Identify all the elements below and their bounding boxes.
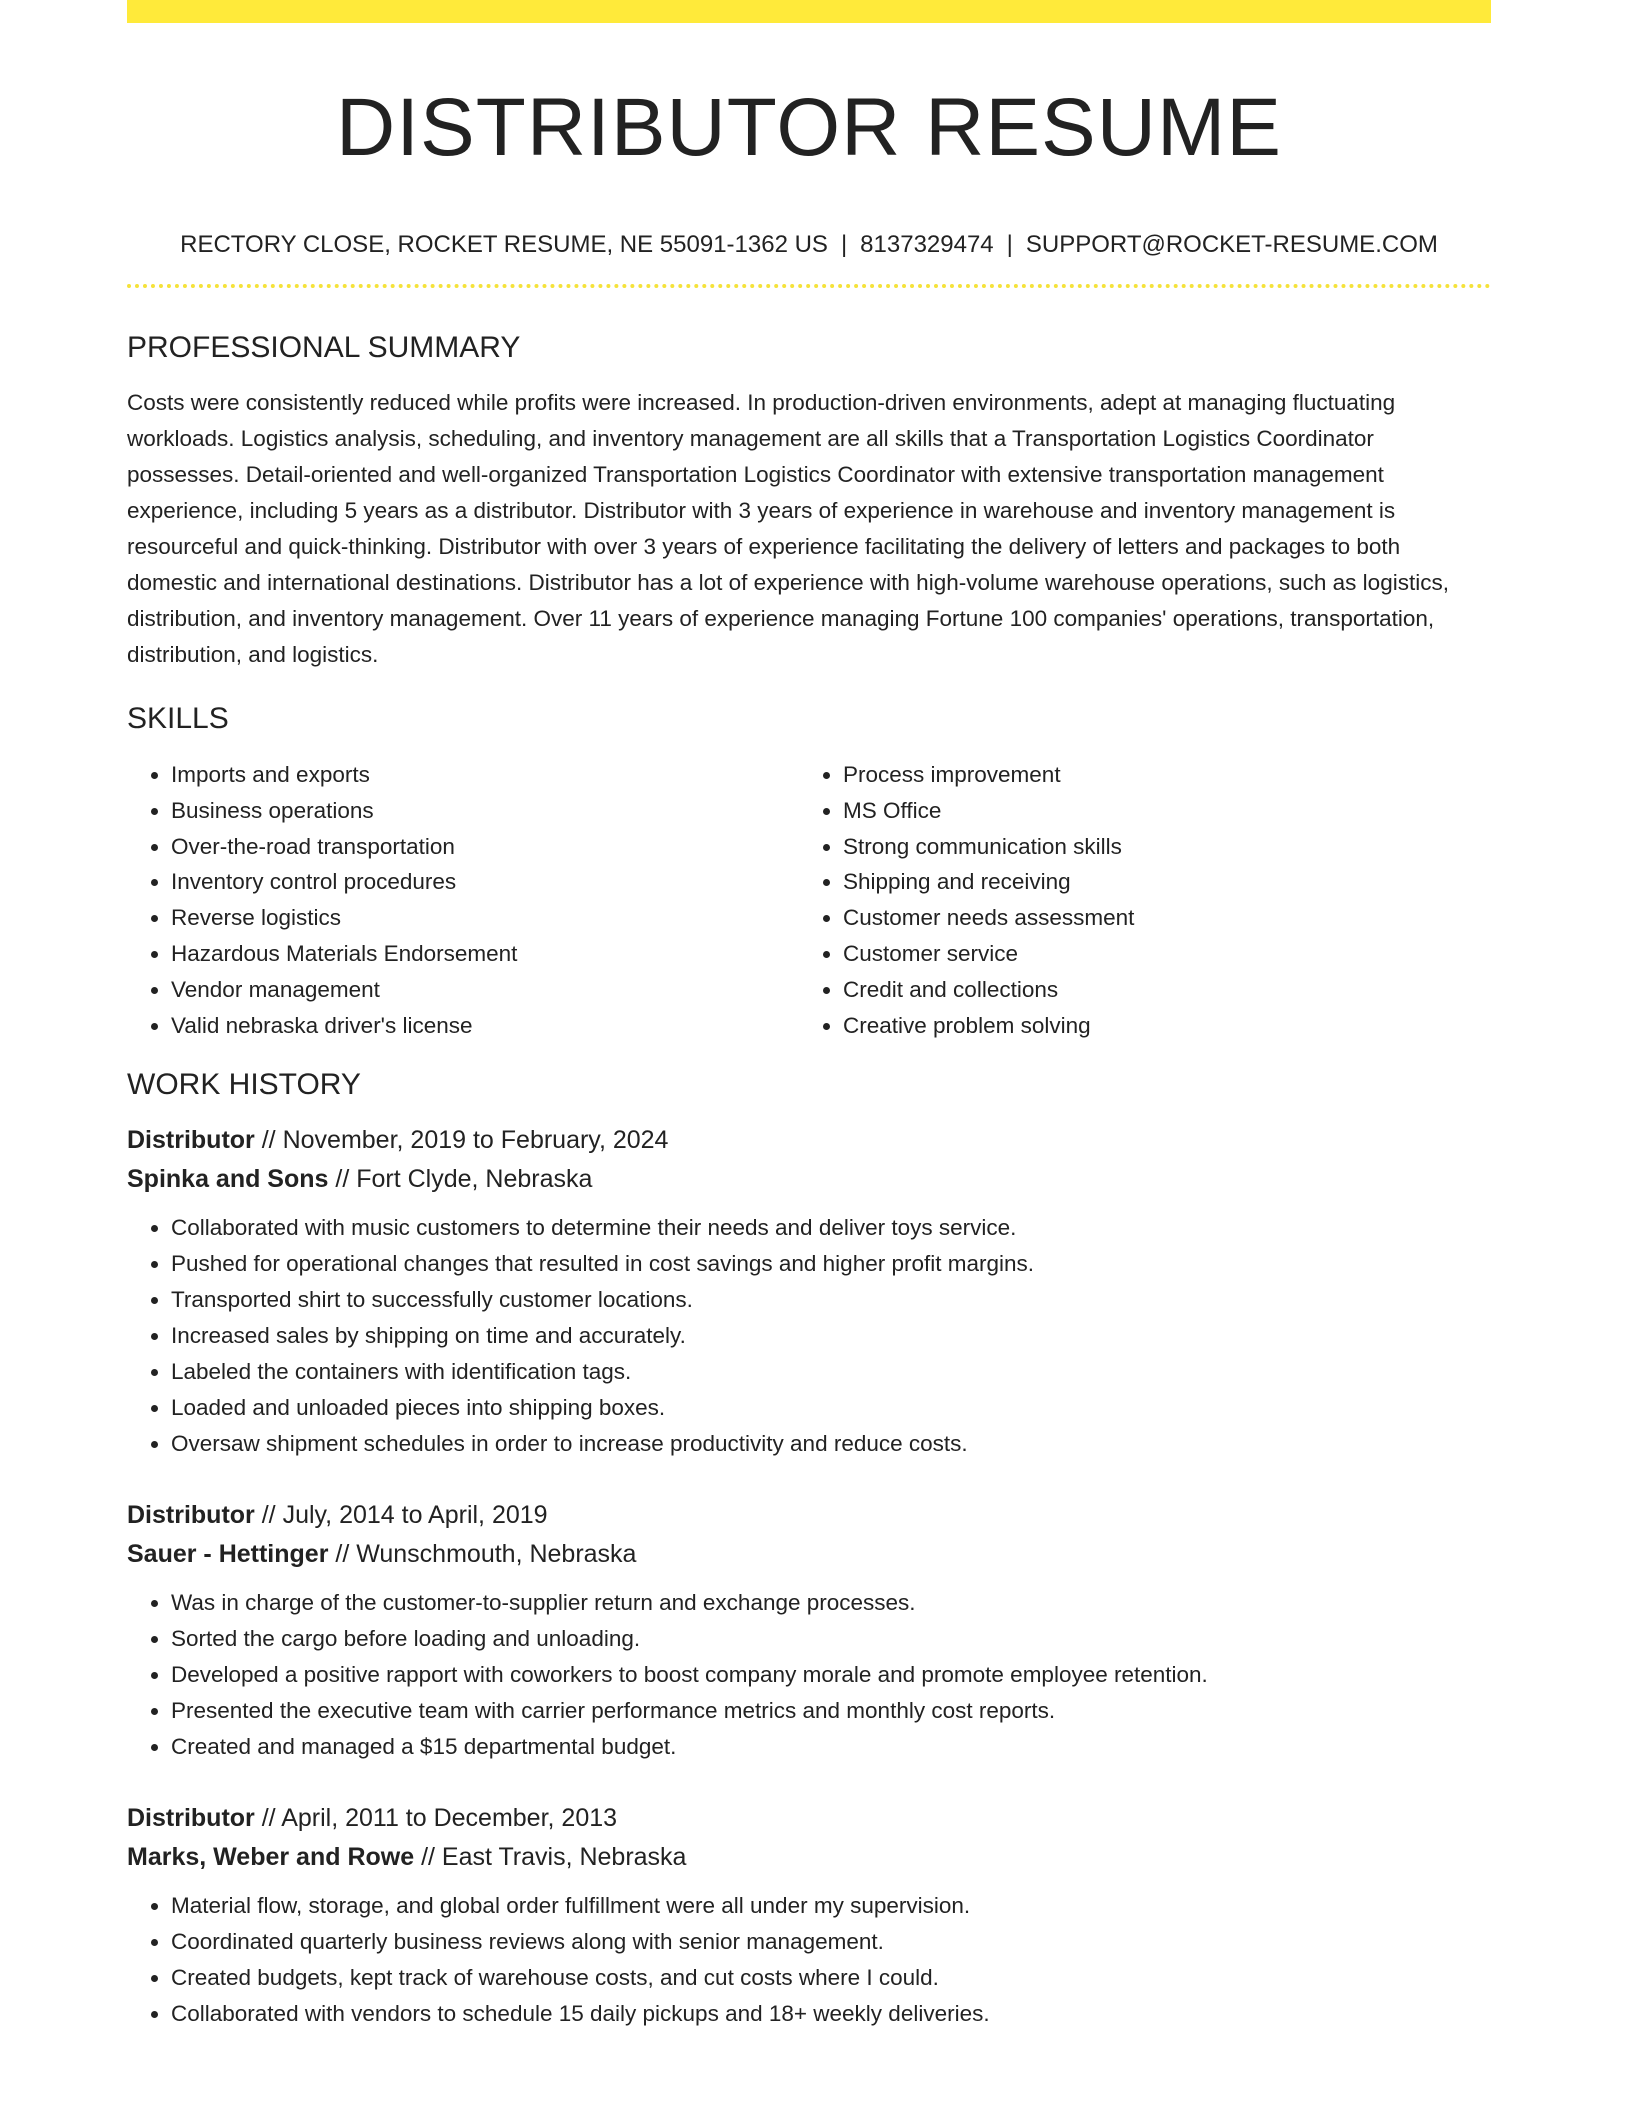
job-bullet: • Loaded and unloaded pieces into shipping boxes. <box>171 1390 1491 1426</box>
job-dates: November, 2019 to February, 2024 <box>282 1126 669 1155</box>
skill-item: • Process improvement <box>843 757 1471 793</box>
skill-item: • Imports and exports <box>171 757 799 793</box>
job-entry <box>127 1799 1491 2032</box>
skill-item: • MS Office <box>843 793 1471 829</box>
job-title-line <box>127 1121 1491 1160</box>
contact-address: RECTORY CLOSE, ROCKET RESUME, NE 55091-1362 US <box>180 231 828 258</box>
skill-item: • Valid nebraska driver's license <box>171 1008 799 1044</box>
header-divider <box>127 284 1491 288</box>
work-history-heading: WORK HISTORY <box>127 1068 361 1102</box>
job-bullet: • Was in charge of the customer-to-supplier return and exchange processes. <box>171 1585 1491 1621</box>
job-role: Distributor <box>127 1501 255 1530</box>
skills-list-left <box>127 757 799 1043</box>
job-dates: April, 2011 to December, 2013 <box>281 1804 618 1833</box>
job-company-line <box>127 1160 1491 1199</box>
job-bullet: • Oversaw shipment schedules in order to increase productivity and reduce costs. <box>171 1426 1491 1462</box>
job-separator: // <box>328 1165 357 1194</box>
summary-heading: PROFESSIONAL SUMMARY <box>127 331 521 364</box>
job-company-line <box>127 1535 1491 1574</box>
job-bullet: • Pushed for operational changes that resulted in cost savings and higher profit margins. <box>171 1246 1491 1282</box>
skill-item: • Reverse logistics <box>171 900 799 936</box>
job-location: East Travis, Nebraska <box>441 1843 687 1872</box>
job-separator: // <box>254 1501 283 1530</box>
job-bullet: • Material flow, storage, and global order fulfillment were all under my supervision. <box>171 1888 1491 1924</box>
job-company-line <box>127 1838 1491 1877</box>
skill-item: • Credit and collections <box>843 972 1471 1008</box>
job-bullet: • Created budgets, kept track of warehouse costs, and cut costs where I could. <box>171 1960 1491 1996</box>
job-role: Distributor <box>127 1804 255 1833</box>
resume-title: DISTRIBUTOR RESUME <box>336 82 1282 173</box>
job-bullet: • Coordinated quarterly business reviews along with senior management. <box>171 1924 1491 1960</box>
job-bullets <box>127 1210 1491 1462</box>
skill-item: • Vendor management <box>171 972 799 1008</box>
contact-phone: 8137329474 <box>860 231 994 258</box>
summary-text: Costs were consistently reduced while profits were increased. In production-driven environments, adept at managing fluctuating workloads. Logistics analysis, scheduling, and inventory management are all skills that a Transportation Logistics Coordinator possesses. Detail-oriented and well-organized Transportation Logistics Coordinator with extensive transportation management experience, including 5 years as a distributor. Distributor with 3 years of experience in warehouse and inventory management is resourceful and quick-thinking. Distributor with over 3 years of experience facilitating the delivery of letters and packages to both domestic and international destinations. Distributor has a lot of experience with high-volume warehouse operations, such as logistics, distribution, and inventory management. Over 11 years of experience managing Fortune 100 companies' operations, transportation, distribution, and logistics. <box>127 390 1449 667</box>
contact-separator: | <box>1006 231 1013 258</box>
job-bullet: • Transported shirt to successfully customer locations. <box>171 1282 1491 1318</box>
job-title-line <box>127 1496 1491 1535</box>
skill-item: • Inventory control procedures <box>171 864 799 900</box>
job-bullets <box>127 1888 1491 2032</box>
job-separator: // <box>254 1804 282 1833</box>
skills-list-right <box>799 757 1471 1043</box>
job-role: Distributor <box>127 1126 255 1155</box>
job-bullet: • Sorted the cargo before loading and unloading. <box>171 1621 1491 1657</box>
job-bullet: • Developed a positive rapport with coworkers to boost company morale and promote employee retention. <box>171 1657 1491 1693</box>
job-company: Spinka and Sons <box>127 1165 329 1194</box>
skill-item: • Over-the-road transportation <box>171 829 799 865</box>
job-bullet: • Labeled the containers with identification tags. <box>171 1354 1491 1390</box>
skill-item: • Creative problem solving <box>843 1008 1471 1044</box>
job-location: Fort Clyde, Nebraska <box>356 1165 593 1194</box>
resume-content <box>127 0 1491 2032</box>
skill-item: • Strong communication skills <box>843 829 1471 865</box>
skill-item: • Hazardous Materials Endorsement <box>171 936 799 972</box>
job-bullet: • Created and managed a $15 departmental budget. <box>171 1729 1491 1765</box>
skills-columns <box>127 757 1491 1043</box>
skills-heading: SKILLS <box>127 702 229 735</box>
job-entry <box>127 1496 1491 1765</box>
job-bullet: • Collaborated with vendors to schedule 15 daily pickups and 18+ weekly deliveries. <box>171 1996 1491 2032</box>
skill-item: • Shipping and receiving <box>843 864 1471 900</box>
job-separator: // <box>328 1540 357 1569</box>
job-company: Sauer - Hettinger <box>127 1540 329 1569</box>
job-bullets <box>127 1585 1491 1765</box>
contact-email: SUPPORT@ROCKET-RESUME.COM <box>1025 231 1438 258</box>
skill-item: • Business operations <box>171 793 799 829</box>
job-entry <box>127 1121 1491 1462</box>
job-bullet: • Collaborated with music customers to determine their needs and deliver toys service. <box>171 1210 1491 1246</box>
contact-separator: | <box>840 231 848 258</box>
job-bullet: • Increased sales by shipping on time and accurately. <box>171 1318 1491 1354</box>
contact-line <box>127 230 1491 260</box>
job-title-line <box>127 1799 1491 1838</box>
job-dates: July, 2014 to April, 2019 <box>282 1501 548 1530</box>
skill-item: • Customer needs assessment <box>843 900 1471 936</box>
job-separator: // <box>254 1126 283 1155</box>
skill-item: • Customer service <box>843 936 1471 972</box>
job-bullet: • Presented the executive team with carrier performance metrics and monthly cost reports. <box>171 1693 1491 1729</box>
job-separator: // <box>414 1843 442 1872</box>
job-company: Marks, Weber and Rowe <box>127 1843 415 1872</box>
job-location: Wunschmouth, Nebraska <box>356 1540 637 1569</box>
